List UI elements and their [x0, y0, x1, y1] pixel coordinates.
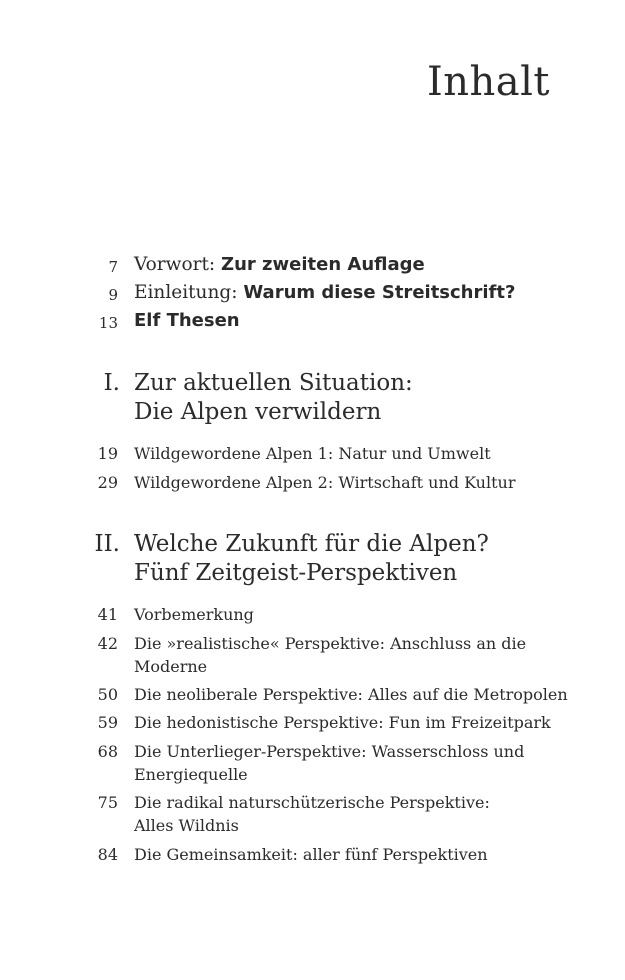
chapter-title-line2: Die Alpen verwildern — [134, 399, 382, 425]
chapter-number: I. — [103, 370, 120, 396]
chapter-number: II. — [94, 531, 120, 557]
entry-title: Elf Thesen — [134, 310, 240, 331]
page-number: 68 — [97, 742, 118, 761]
toc-entry-vorwort[interactable] — [0, 251, 560, 279]
entry-prefix: Vorwort: — [134, 254, 222, 275]
entry-prefix: Einleitung: — [134, 282, 244, 303]
page-number: 13 — [98, 314, 118, 332]
chapter-title-line1: Zur aktuellen Situation: — [134, 370, 413, 396]
entry-title: Wildgewordene Alpen 2: Wirtschaft und Kultur — [134, 473, 516, 492]
entry-title-cont: Energiequelle — [134, 764, 248, 784]
entry-title: Die »realistische« Perspektive: Anschluss an die — [134, 634, 527, 653]
page-number: 7 — [108, 258, 118, 276]
entry-title: Die hedonistische Perspektive: Fun im Freizeitpark — [134, 713, 551, 732]
entry-title: Die Gemeinsamkeit: aller fünf Perspektiven — [134, 845, 488, 864]
entry-title: Wildgewordene Alpen 1: Natur und Umwelt — [134, 444, 491, 463]
page-number: 42 — [97, 634, 118, 653]
entry-title: Die Unterlieger-Perspektive: Wasserschloss und — [134, 742, 525, 761]
entry-title-cont: Alles Wildnis — [134, 815, 239, 835]
toc-entry-einleitung[interactable] — [0, 279, 560, 307]
page-number: 75 — [97, 793, 118, 812]
page-number: 50 — [97, 685, 118, 704]
toc-entry-thesen[interactable] — [0, 307, 560, 335]
chapter-title-line2: Fünf Zeitgeist-Perspektiven — [134, 560, 458, 586]
entry-title: Die neoliberale Perspektive: Alles auf die Metropolen — [134, 685, 568, 704]
page-title: Inhalt — [426, 59, 550, 105]
entry-title: Vorbemerkung — [134, 605, 254, 624]
page-number: 9 — [108, 286, 118, 304]
chapter-title-line1: Welche Zukunft für die Alpen? — [134, 531, 489, 557]
entry-title: Warum diese Streitschrift? — [243, 282, 516, 303]
page-number: 19 — [97, 444, 118, 463]
page-number: 84 — [97, 845, 118, 864]
page-number: 29 — [97, 473, 118, 492]
page-number: 41 — [97, 605, 118, 624]
page-number: 59 — [97, 713, 118, 732]
entry-title-cont: Moderne — [134, 656, 208, 676]
entry-title: Die radikal naturschützerische Perspektive: — [134, 793, 490, 812]
entry-title: Zur zweiten Auflage — [221, 254, 425, 275]
